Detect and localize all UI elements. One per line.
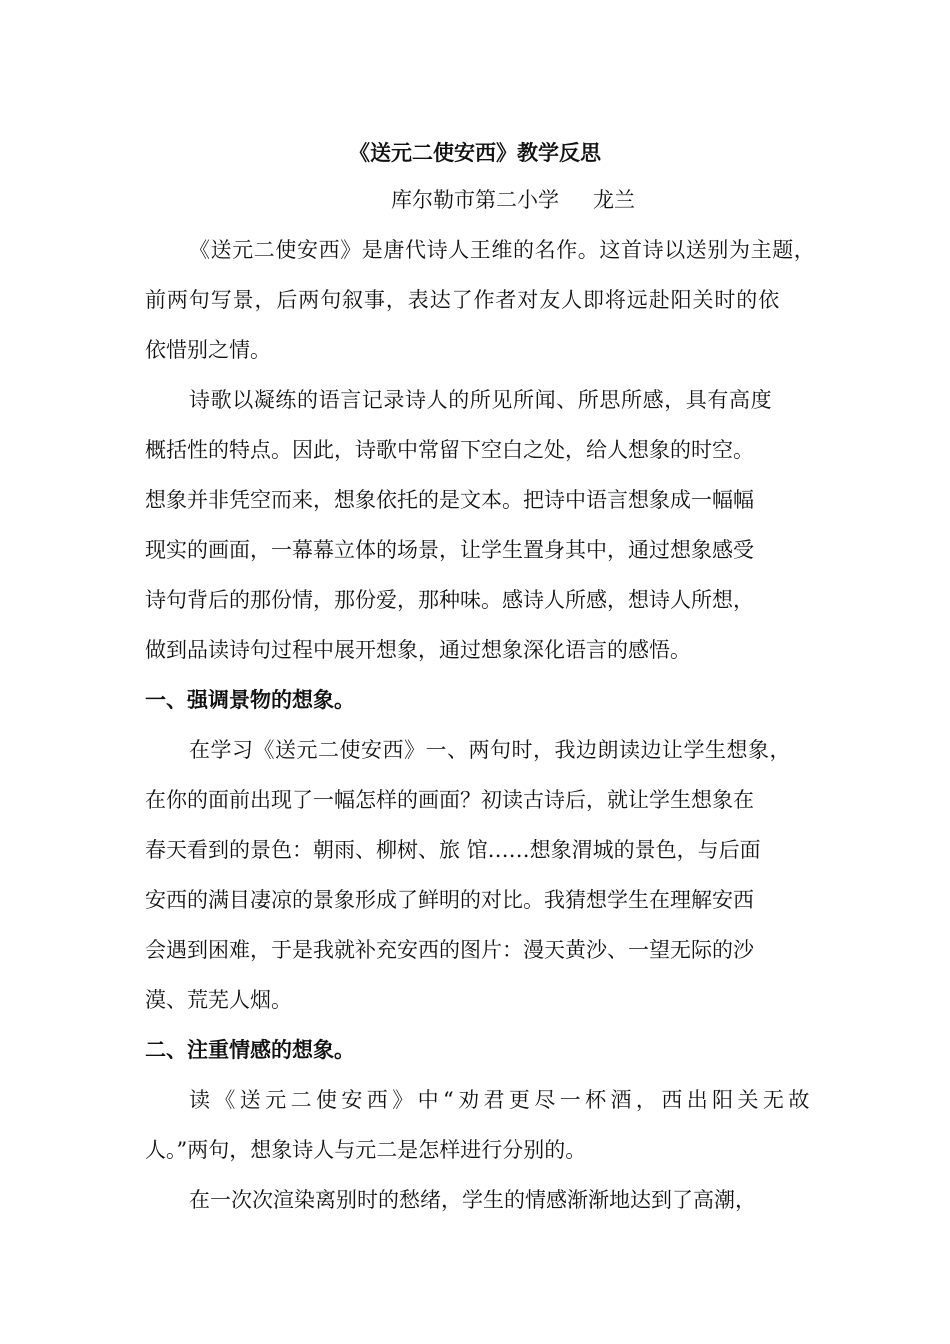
paragraph-line: 依惜别之情。	[145, 338, 271, 362]
paragraph-line: 安西的满目凄凉的景象形成了鲜明的对比。我猜想学生在理解安西	[145, 888, 754, 912]
byline	[391, 185, 635, 215]
section-heading: 一、强调景物的想象。	[145, 687, 355, 712]
paragraph-line: 诗句背后的那份情，那份爱，那种味。感诗人所感，想诗人所想，	[145, 588, 754, 612]
paragraph-line: 在一次次渲染离别时的愁绪，学生的情感渐渐地达到了高潮，	[189, 1188, 756, 1212]
paragraph-line: 春天看到的景色：朝雨、柳树、旅 馆……想象渭城的景色，与后面	[145, 838, 761, 862]
paragraph-line: 想象并非凭空而来，想象依托的是文本。把诗中语言想象成一幅幅	[145, 488, 754, 512]
paragraph-line: 人。”两句，想象诗人与元二是怎样进行分别的。	[145, 1138, 587, 1162]
paragraph-line: 做到品读诗句过程中展开想象，通过想象深化语言的感悟。	[145, 638, 691, 662]
school-name: 库尔勒市第二小学	[391, 188, 559, 212]
paragraph-line: 《送元二使安西》是唐代诗人王维的名作。这首诗以送别为主题，	[189, 238, 816, 262]
paragraph-line: 现实的画面，一幕幕立体的场景，让学生置身其中，通过想象感受	[145, 538, 754, 562]
section-heading: 二、注重情感的想象。	[145, 1037, 355, 1062]
paragraph-line: 在学习《送元二使安西》一、两句时，我边朗读边让学生想象，	[189, 738, 791, 762]
document-title: 《送元二使安西》教学反思	[349, 140, 601, 165]
paragraph-line: 读《送元二使安西》中“劝君更尽一杯酒，西出阳关无故	[189, 1088, 814, 1112]
paragraph-line: 在你的面前出现了一幅怎样的画面？初读古诗后，就让学生想象在	[145, 788, 754, 812]
paragraph-line: 会遇到困难，于是我就补充安西的图片：漫天黄沙、一望无际的沙	[145, 938, 754, 962]
paragraph-line: 前两句写景，后两句叙事，表达了作者对友人即将远赴阳关时的依	[145, 288, 781, 312]
paragraph-line: 概括性的特点。因此，诗歌中常留下空白之处，给人想象的时空。	[145, 438, 754, 462]
paragraph-line: 诗歌以凝练的语言记录诗人的所见所闻、所思所感，具有高度	[189, 388, 773, 412]
author-name: 龙兰	[593, 188, 635, 212]
paragraph-line: 漠、荒芜人烟。	[145, 988, 292, 1012]
